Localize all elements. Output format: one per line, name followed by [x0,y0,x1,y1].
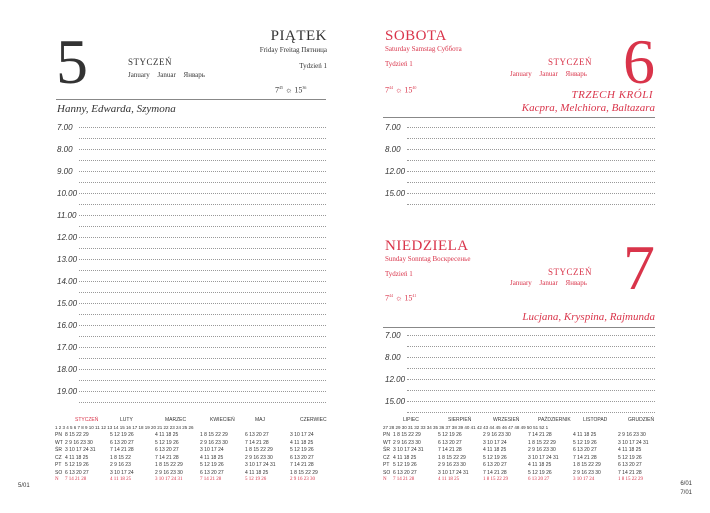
sun-icon: ☼ [395,85,403,95]
mini-day-label: CZ [55,454,62,461]
mini-month-header: LUTY [120,417,133,423]
writing-line [407,390,655,391]
mini-day-values: 4 11 18 25 [245,469,269,476]
mini-calendar [55,417,330,487]
mini-day-values: 7 14 21 28 [573,454,597,461]
holiday-name: TRZECH KRÓLI [571,89,653,101]
hour-label: 18.00 [57,365,78,374]
writing-line [407,160,655,161]
hour-slot[interactable] [385,145,655,167]
writing-line [407,401,655,402]
mini-day-values: 1 8 15 22 29 [393,432,421,438]
mini-day-values: 5 12 19 26 [110,432,134,438]
writing-line [407,193,655,194]
sunday-month-subtitle: January Januar Январь [510,279,587,287]
mini-day-values: 3 10 17 24 31 [528,454,559,461]
mini-day-values: 2 9 16 23 30 [393,439,421,446]
mini-day-values: 5 12 19 26 [528,469,552,476]
mini-month-header: LISTOPAD [583,417,608,423]
mini-day-values: 7 14 21 28 [483,469,507,476]
writing-line [79,391,326,392]
writing-line [79,171,326,172]
mini-day-row [55,440,335,446]
mini-day-values: 2 9 16 23 30 [200,439,228,446]
month-name: STYCZEŃ [128,57,172,67]
mini-day-values: 1 8 15 22 29 [200,432,228,438]
mini-day-values: 6 13 20 27 [573,447,597,453]
saturday-sun-times [385,85,416,95]
saturday-name-days: Kacpra, Melchiora, Baltazara [521,102,655,114]
mini-day-values: 5 12 19 26 [573,439,597,446]
mini-day-values: 7 14 21 28 [528,432,552,438]
writing-line [79,292,326,293]
mini-day-values: 2 9 16 23 30 [483,432,511,438]
right-page [355,0,710,513]
hour-slot[interactable] [385,189,655,211]
hour-slot[interactable] [57,365,326,387]
hour-slot[interactable] [57,277,326,299]
mini-month-header: WRZESIEŃ [493,417,520,423]
mini-day-values: 5 12 19 26 [200,462,224,468]
saturday-month-subtitle: January Januar Январь [510,70,587,78]
saturday-day-subtitle: Saturday Samstag Суббота [385,45,462,53]
mini-day-label: WT [55,439,63,446]
writing-line [79,204,326,205]
mini-day-values: 4 11 18 25 [65,454,89,461]
hour-label: 15.00 [385,397,406,406]
writing-line [79,358,326,359]
hour-label: 7.00 [385,331,401,340]
name-days: Hanny, Edwarda, Szymona [57,103,176,115]
sunset-hour: 15 [404,293,413,303]
hour-slot[interactable] [57,123,326,145]
sun-times [275,85,306,95]
mini-calendar [383,417,658,487]
mini-day-row [55,462,335,468]
mini-day-values: 6 13 20 27 [438,439,462,446]
writing-line [79,270,326,271]
mini-day-values: 6 13 20 27 [245,432,269,438]
mini-month-header: LIPIEC [403,417,419,423]
day-subtitle: Friday Freitag Пятница [259,46,327,54]
hour-slot[interactable] [57,299,326,321]
writing-line [79,182,326,183]
sunrise-minute: 44 [389,85,393,90]
mini-day-row [55,432,335,438]
mini-day-values: 7 14 21 28 [245,439,269,446]
mini-day-values: 1 8 15 22 29 [245,447,273,453]
hour-label: 16.00 [57,321,78,330]
sunrise-minute: 44 [389,293,393,298]
mini-month-header: MAJ [255,417,265,423]
mini-day-values: 5 12 19 26 [483,454,507,461]
writing-line [79,127,326,128]
mini-day-values: 7 14 21 28 [200,477,222,482]
hour-label: 19.00 [57,387,78,396]
mini-day-row [383,432,663,438]
writing-line [79,402,326,403]
mini-day-values: 4 11 18 25 [155,432,179,438]
writing-line [407,346,655,347]
mini-day-values: 5 12 19 26 [290,447,314,453]
writing-line [407,149,655,150]
mini-month-header: PAŹDZIERNIK [538,417,571,423]
mini-day-values: 2 9 16 23 [110,462,131,468]
mini-day-values: 1 8 15 22 29 [290,469,318,476]
divider [383,117,655,118]
writing-line [79,237,326,238]
sunday-sun-times [385,293,416,303]
week-number: Tydzień 1 [299,62,327,70]
mini-day-row [383,447,663,453]
writing-line [407,379,655,380]
writing-line [79,149,326,150]
mini-day-values: 4 11 18 25 [393,454,417,461]
mini-day-values: 4 11 18 25 [573,432,597,438]
day-name: PIĄTEK [270,28,327,44]
mini-day-values: 2 9 16 23 30 [65,439,93,446]
hour-slot[interactable] [385,375,655,397]
mini-day-values: 4 11 18 25 [290,439,314,446]
hour-label: 8.00 [385,353,401,362]
mini-week-numbers: 1 2 3 4 5 6 7 8 9 10 11 12 13 14 15 16 17 18 19 20 21 22 23 24 25 26 [55,425,194,430]
mini-day-values: 4 11 18 25 [528,462,552,468]
sun-icon: ☼ [285,85,293,95]
mini-day-values: 1 8 15 22 29 [155,462,183,468]
mini-day-values: 5 12 19 26 [245,477,267,482]
mini-day-values: 3 10 17 24 31 [618,439,649,446]
mini-day-label: SO [383,469,391,476]
mini-day-values: 3 10 17 24 [573,477,595,482]
sunrise-minute: 45 [279,85,283,90]
mini-day-values: 4 11 18 25 [618,447,642,453]
page-folio-top: 6/01 [680,481,692,487]
mini-day-values: 3 10 17 24 [110,469,134,476]
mini-day-row [383,462,663,468]
writing-line [79,380,326,381]
hour-label: 14.00 [57,277,78,286]
sunday-month-name: STYCZEŃ [548,267,592,277]
hour-label: 13.00 [57,255,78,264]
sunset-minute: 36 [302,85,307,90]
hour-slot[interactable] [57,387,326,409]
mini-day-label: WT [383,439,391,446]
sun-icon: ☼ [395,293,403,303]
hour-label: 12.00 [385,375,406,384]
mini-day-values: 1 8 15 22 29 [483,477,508,482]
mini-day-values: 2 9 16 23 30 [618,432,646,438]
sunset-minute: 40 [412,85,417,90]
mini-day-values: 5 12 19 26 [65,462,89,468]
writing-line [79,226,326,227]
mini-day-values: 3 10 17 24 31 [393,447,424,453]
sunrise-hour: 7 [385,85,389,95]
writing-line [79,160,326,161]
writing-line [79,259,326,260]
mini-day-label: PN [383,432,390,438]
sunday-day-number: 7 [623,232,655,303]
mini-day-values: 2 9 16 23 30 [573,469,601,476]
hour-label: 7.00 [385,123,401,132]
mini-day-row [383,470,663,476]
hour-slot[interactable] [57,211,326,233]
mini-day-values: 7 14 21 28 [290,462,314,468]
mini-day-values: 3 10 17 24 [290,432,314,438]
sunset-hour: 15 [294,85,303,95]
writing-line [407,412,655,413]
hour-label: 15.00 [57,299,78,308]
hour-label: 11.00 [57,211,77,220]
hour-slot[interactable] [57,145,326,167]
mini-day-values: 3 10 17 24 31 [65,447,96,453]
writing-line [79,347,326,348]
mini-day-row [383,477,663,482]
hour-label: 7.00 [57,123,73,132]
mini-day-values: 6 13 20 27 [528,477,550,482]
mini-day-label: PT [383,462,390,468]
hour-slot[interactable] [385,331,655,353]
mini-day-values: 7 14 21 28 [155,454,179,461]
mini-day-values: 1 8 15 22 29 [438,454,466,461]
page-folio: 5/01 [18,483,30,489]
mini-day-values: 3 10 17 24 [200,447,224,453]
mini-day-row [55,455,335,461]
mini-day-label: ŚR [55,447,62,453]
mini-day-values: 2 9 16 23 30 [438,462,466,468]
mini-day-values: 7 14 21 28 [393,477,415,482]
mini-day-values: 5 12 19 26 [155,439,179,446]
writing-line [79,248,326,249]
mini-day-label: PN [55,432,62,438]
writing-line [407,182,655,183]
page-folio-bottom: 7/01 [680,490,692,496]
hour-slot[interactable] [385,167,655,189]
mini-month-header: KWIECIEŃ [210,417,235,423]
mini-day-values: 6 13 20 27 [618,462,642,468]
hour-label: 12.00 [57,233,78,242]
mini-day-values: 3 10 17 24 31 [245,462,276,468]
mini-day-values: 4 11 18 25 [200,454,224,461]
hour-label: 8.00 [385,145,401,154]
saturday-day-name: SOBOTA [385,28,447,44]
hour-slot[interactable] [385,397,655,419]
mini-day-label: N [383,477,387,482]
mini-day-row [383,440,663,446]
mini-month-header: GRUDZIEŃ [628,417,655,423]
mini-day-label: N [55,477,59,482]
divider [56,99,326,100]
hour-slot[interactable] [385,123,655,145]
mini-month-header: MARZEC [165,417,187,423]
sunrise-hour: 7 [385,293,389,303]
hour-slot[interactable] [57,255,326,277]
mini-month-header: SIERPIEŃ [448,417,472,423]
mini-day-values: 7 14 21 28 [618,469,642,476]
sunrise-hour: 7 [275,85,279,95]
mini-day-values: 5 12 19 26 [438,432,462,438]
mini-day-values: 2 9 16 23 30 [528,447,556,453]
mini-day-label: CZ [383,454,390,461]
mini-day-values: 6 13 20 27 [65,469,89,476]
mini-day-row [55,470,335,476]
sunday-day-name: NIEDZIELA [385,238,469,254]
mini-day-values: 6 13 20 27 [483,462,507,468]
writing-line [79,314,326,315]
mini-day-values: 5 12 19 26 [618,454,642,461]
writing-line [79,281,326,282]
saturday-day-number: 6 [623,26,655,97]
hour-slot[interactable] [57,233,326,255]
divider [383,327,655,328]
writing-line [407,368,655,369]
hour-label: 8.00 [57,145,73,154]
mini-day-values: 7 14 21 28 [438,447,462,453]
hour-slot[interactable] [57,189,326,211]
mini-day-values: 1 8 15 22 29 [573,462,601,468]
writing-line [407,171,655,172]
hour-slot[interactable] [57,343,326,365]
mini-day-values: 6 13 20 27 [290,454,314,461]
mini-day-values: 3 10 17 24 31 [438,469,469,476]
mini-day-label: PT [55,462,62,468]
writing-line [407,204,655,205]
writing-line [79,193,326,194]
mini-day-values: 6 13 20 27 [110,439,134,446]
mini-day-values: 3 10 17 24 [483,439,507,446]
hour-label: 15.00 [385,189,406,198]
mini-day-values: 3 10 17 24 31 [155,477,183,482]
mini-day-values: 5 12 19 26 [393,462,417,468]
mini-day-values: 1 8 15 22 [110,454,131,461]
sunday-week-number: Tydzień 1 [385,270,413,278]
mini-day-values: 4 11 18 25 [438,477,460,482]
writing-line [79,369,326,370]
mini-day-values: 7 14 21 28 [65,477,87,482]
mini-day-values: 4 11 18 25 [483,447,507,453]
hour-slot[interactable] [57,167,326,189]
mini-day-values: 2 9 16 23 30 [245,454,273,461]
mini-day-values: 6 13 20 27 [393,469,417,476]
hour-label: 12.00 [385,167,406,176]
mini-day-values: 8 15 22 29 [65,432,89,438]
hour-label: 10.00 [57,189,78,198]
mini-day-label: ŚR [383,447,390,453]
writing-line [79,336,326,337]
mini-day-values: 2 9 16 23 30 [290,477,315,482]
day-number: 5 [56,26,88,97]
hour-slot[interactable] [385,353,655,375]
writing-line [407,138,655,139]
writing-line [79,215,326,216]
mini-month-header: CZERWIEC [300,417,327,423]
month-subtitle: January Januar Январь [128,71,205,79]
sunday-day-subtitle: Sunday Sonntag Воскресенье [385,255,471,263]
mini-day-values: 1 8 15 22 29 [528,439,556,446]
hour-slot[interactable] [57,321,326,343]
writing-line [407,357,655,358]
writing-line [79,325,326,326]
mini-day-row [55,477,335,482]
sunday-name-days: Lucjana, Kryspina, Rajmunda [522,311,655,323]
mini-day-row [383,455,663,461]
mini-day-values: 1 8 15 22 29 [618,477,643,482]
hour-label: 9.00 [57,167,73,176]
mini-day-values: 6 13 20 27 [155,447,179,453]
mini-month-header: STYCZEŃ [75,417,99,423]
saturday-month-name: STYCZEŃ [548,57,592,67]
mini-day-row [55,447,335,453]
mini-day-values: 4 11 18 25 [110,477,132,482]
mini-day-values: 6 13 20 27 [200,469,224,476]
mini-day-label: SO [55,469,63,476]
hour-label: 17.00 [57,343,78,352]
saturday-week-number: Tydzień 1 [385,60,413,68]
mini-day-values: 7 14 21 28 [110,447,134,453]
writing-line [407,127,655,128]
mini-day-values: 2 9 16 23 30 [155,469,183,476]
sunset-hour: 15 [404,85,413,95]
sunset-minute: 41 [412,293,417,298]
writing-line [407,335,655,336]
writing-line [79,138,326,139]
writing-line [79,303,326,304]
mini-week-numbers: 27 28 29 30 31 32 33 34 35 36 37 38 39 40 41 42 43 44 45 46 47 48 49 50 51 52 1 [383,425,549,430]
